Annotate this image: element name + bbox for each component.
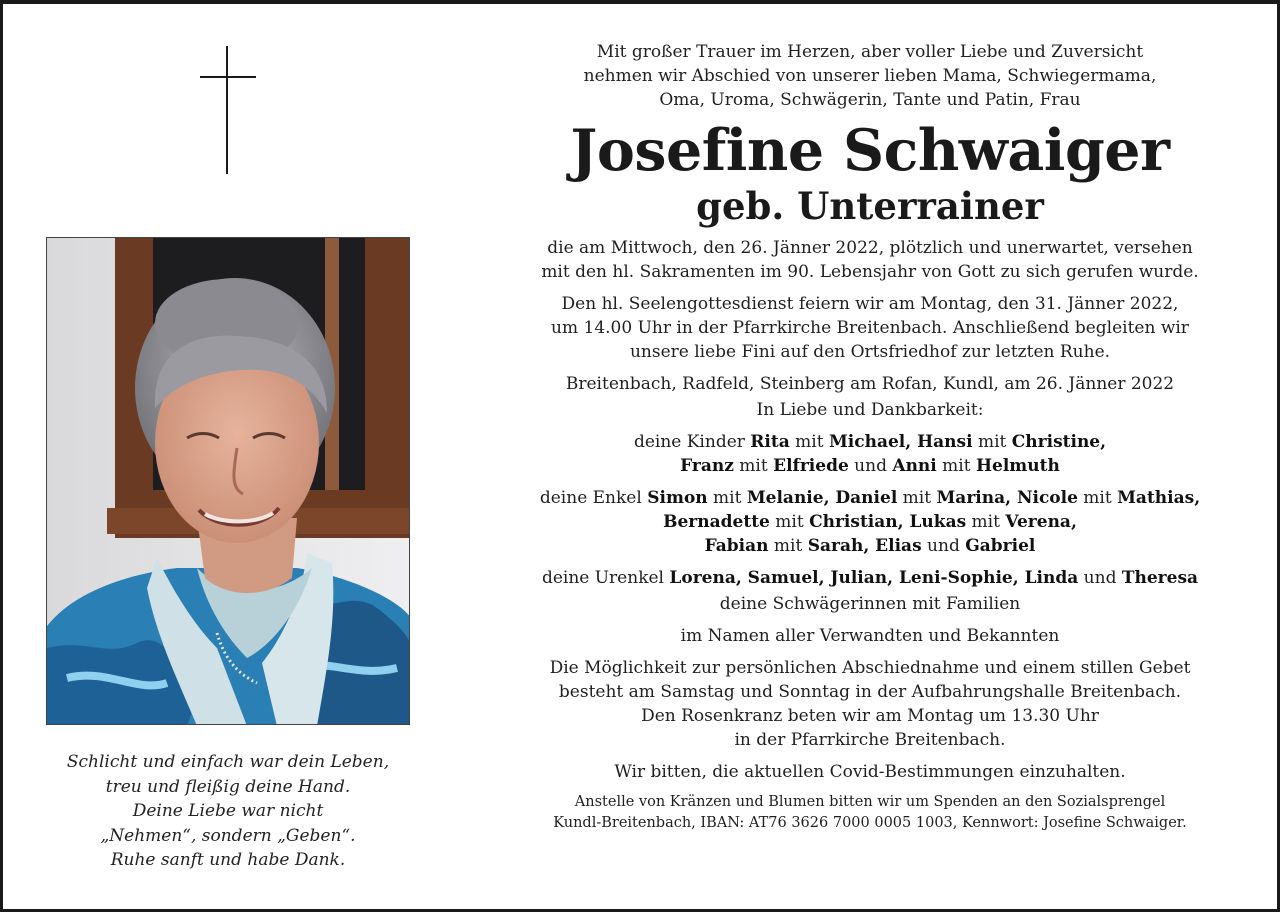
family-name: Gabriel [965, 536, 1036, 556]
mass-line: unsere liebe Fini auf den Ortsfriedhof zur letzten Ruhe. [629, 342, 1111, 362]
family-name: Helmuth [975, 456, 1060, 476]
funeral-mass [470, 292, 1270, 364]
portrait-photo [46, 237, 410, 725]
connector: und [848, 456, 893, 476]
intro-line: Oma, Uroma, Schwägerin, Tante und Patin, Frau [659, 90, 1081, 110]
family-name: Theresa [1121, 568, 1199, 588]
intro-line: nehmen wir Abschied von unserer lieben Mama, Schwiegermama, [583, 66, 1157, 86]
connector: mit [897, 488, 937, 508]
farewell-line: in der Pfarrkirche Breitenbach. [734, 730, 1006, 750]
poem-line: Schlicht und einfach war dein Leben, [66, 752, 390, 772]
connector: und [1078, 568, 1122, 588]
connector: mit [707, 488, 747, 508]
death-line: mit den hl. Sakramenten im 90. Lebensjahr von Gott zu sich gerufen wurde. [541, 262, 1199, 282]
relatives-line: im Namen aller Verwandten und Bekannten [680, 626, 1060, 646]
intro-line: Mit großer Trauer im Herzen, aber voller Liebe und Zuversicht [596, 42, 1144, 62]
family-name: Anni [892, 456, 937, 476]
children-list [470, 430, 1270, 478]
cross-icon [200, 46, 256, 174]
place-date: Breitenbach, Radfeld, Steinberg am Rofan, Kundl, am 26. Jänner 2022 [565, 374, 1175, 394]
memorial-poem [40, 750, 416, 873]
mass-line: um 14.00 Uhr in der Pfarrkirche Breitenbach. Anschließend begleiten wir [551, 318, 1189, 338]
farewell-line: besteht am Samstag und Sonntag in der Aufbahrungshalle Breitenbach. [558, 682, 1182, 702]
sisters-in-law: deine Schwägerinnen mit Familien [719, 594, 1021, 614]
connector: mit [789, 432, 829, 452]
family-name: Christine, [1011, 432, 1107, 452]
family-name: Melanie, Daniel [746, 488, 898, 508]
gratitude-line: In Liebe und Dankbarkeit: [756, 400, 984, 420]
farewell-line: Die Möglichkeit zur persönlichen Abschiednahme und einem stillen Gebet [549, 658, 1191, 678]
family-name: Fabian [704, 536, 769, 556]
great-grandchildren-list [470, 566, 1270, 590]
donation-line: Anstelle von Kränzen und Blumen bitten wir um Spenden an den Sozialsprengel [574, 794, 1166, 810]
farewell-info [470, 656, 1270, 752]
family-name: Elfriede [773, 456, 849, 476]
donation-note [470, 792, 1270, 834]
label: deine Enkel [539, 488, 648, 508]
connector: mit [972, 432, 1012, 452]
family-name: Simon [647, 488, 708, 508]
family-name: Franz [680, 456, 734, 476]
connector: mit [966, 512, 1006, 532]
label: deine Urenkel [541, 568, 670, 588]
family-name: Mathias, [1117, 488, 1201, 508]
family-name: Michael, Hansi [828, 432, 973, 452]
family-name: Sarah, Elias [807, 536, 922, 556]
farewell-line: Den Rosenkranz beten wir am Montag um 13.30 Uhr [641, 706, 1099, 726]
intro-text [470, 40, 1270, 112]
connector: mit [769, 512, 810, 532]
poem-line: treu und fleißig deine Hand. [105, 776, 351, 797]
family-name: Rita [750, 432, 790, 452]
poem-line: Ruhe sanft und habe Dank. [110, 850, 346, 870]
obituary-text [470, 40, 1270, 834]
connector: mit [1077, 488, 1118, 508]
death-notice [470, 236, 1270, 284]
family-name: Lorena, Samuel, Julian, Leni-Sophie, Linda [669, 568, 1079, 588]
poem-line: „Nehmen“, sondern „Geben“. [100, 825, 356, 846]
donation-line: Kundl-Breitenbach, IBAN: AT76 3626 7000 0005 1003, Kennwort: Josefine Schwaiger. [553, 815, 1187, 831]
poem-line: Deine Liebe war nicht [132, 801, 324, 821]
deceased-name: Josefine Schwaiger [570, 117, 1170, 184]
family-name: Bernadette [663, 512, 770, 532]
label: deine Kinder [633, 432, 751, 452]
connector: mit [936, 456, 976, 476]
family-name: Verena, [1005, 512, 1077, 532]
connector: mit [768, 536, 808, 556]
death-line: die am Mittwoch, den 26. Jänner 2022, plötzlich und unerwartet, versehen [547, 238, 1193, 258]
grandchildren-list [470, 486, 1270, 558]
family-name: Marina, Nicole [936, 488, 1078, 508]
connector: mit [733, 456, 774, 476]
birth-name: geb. Unterrainer [696, 184, 1044, 228]
family-name: Christian, Lukas [809, 512, 967, 532]
connector: und [921, 536, 966, 556]
mass-line: Den hl. Seelengottesdienst feiern wir am Montag, den 31. Jänner 2022, [561, 294, 1179, 314]
covid-notice: Wir bitten, die aktuellen Covid-Bestimmungen einzuhalten. [614, 762, 1126, 782]
